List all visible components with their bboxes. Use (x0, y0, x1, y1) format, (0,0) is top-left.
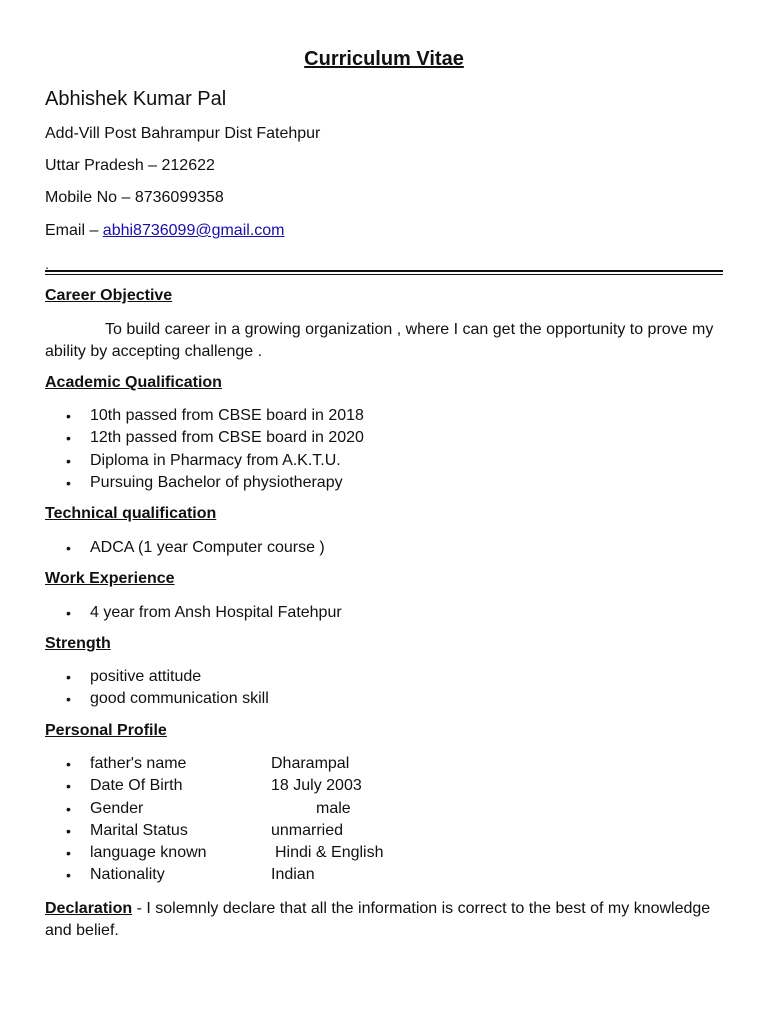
academic-item: 10th passed from CBSE board in 2018 (90, 407, 364, 424)
bullet-icon: • (66, 474, 71, 491)
profile-label: Date Of Birth (90, 777, 183, 795)
list-item (45, 405, 364, 427)
bullet-icon: • (66, 845, 71, 862)
bullet-icon: • (66, 691, 71, 708)
list-item (45, 450, 364, 472)
profile-row (45, 753, 350, 775)
bullet-icon: • (66, 756, 71, 772)
profile-row (45, 864, 315, 886)
academic-heading: Academic Qualification (45, 374, 222, 391)
strength-item: good communication skill (90, 690, 269, 708)
double-rule-top (45, 270, 723, 272)
personal-profile-heading: Personal Profile (45, 722, 167, 739)
double-rule-bottom (45, 274, 723, 275)
address-line-2: Uttar Pradesh – 212622 (45, 157, 215, 174)
profile-row (45, 820, 344, 842)
email-label: Email – (45, 222, 103, 239)
profile-value: 18 July 2003 (271, 777, 362, 795)
email-link[interactable]: abhi8736099@gmail.com (102, 222, 285, 239)
academic-item: 12th passed from CBSE board in 2020 (90, 429, 364, 447)
technical-heading: Technical qualification (45, 505, 217, 522)
document-title-text: Curriculum Vitae (304, 48, 464, 70)
bullet-icon: • (66, 867, 71, 884)
bullet-icon: • (66, 408, 71, 424)
profile-value: Indian (271, 866, 315, 884)
strength-list (45, 666, 269, 711)
academic-item: Diploma in Pharmacy from A.K.T.U. (90, 451, 341, 469)
bullet-icon: • (66, 778, 71, 795)
list-item (45, 537, 325, 559)
bullet-icon: • (66, 800, 71, 817)
technical-list (45, 537, 325, 559)
address-line-1: Add-Vill Post Bahrampur Dist Fatehpur (45, 125, 321, 142)
bullet-icon: • (66, 669, 71, 685)
bullet-icon: • (66, 452, 71, 469)
profile-value: Dharampal (271, 755, 350, 772)
profile-label: father's name (90, 755, 187, 772)
profile-value: unmarried (271, 821, 344, 839)
career-objective-heading: Career Objective (45, 287, 173, 304)
list-item (45, 472, 364, 494)
email-line (45, 222, 284, 240)
bullet-icon: • (66, 430, 71, 447)
document-title (0, 48, 768, 71)
list-item (45, 688, 269, 710)
mobile-number: Mobile No – 8736099358 (45, 189, 224, 206)
work-heading: Work Experience (45, 570, 175, 587)
profile-row (45, 842, 384, 864)
declaration-label: Declaration (45, 900, 133, 917)
bullet-icon: • (66, 540, 71, 556)
list-item (45, 666, 269, 688)
profile-label: Nationality (90, 866, 165, 884)
list-item (45, 427, 364, 449)
academic-list (45, 405, 364, 494)
profile-value: male (316, 799, 351, 817)
profile-label: Gender (90, 799, 144, 817)
technical-item: ADCA (1 year Computer course ) (90, 539, 325, 556)
bullet-icon: • (66, 605, 71, 621)
bullet-icon: • (66, 822, 71, 839)
profile-row (45, 775, 362, 797)
strength-item: positive attitude (90, 668, 202, 685)
profile-label: language known (90, 844, 207, 862)
career-objective-text: To build career in a growing organization , where I can get the opportunity to prove my ability by accepting challenge . (45, 321, 714, 360)
list-item (45, 602, 342, 624)
profile-label: Marital Status (90, 821, 188, 839)
work-list (45, 602, 342, 624)
profile-row (45, 798, 351, 820)
personal-profile-list (45, 753, 384, 887)
work-item: 4 year from Ansh Hospital Fatehpur (90, 604, 342, 621)
declaration-text: - I solemnly declare that all the information is correct to the best of my knowledge and belief. (45, 900, 711, 939)
declaration (45, 898, 725, 942)
separator-dot: . (45, 256, 49, 272)
profile-value: Hindi & English (275, 844, 384, 862)
candidate-name: Abhishek Kumar Pal (45, 88, 227, 110)
strength-heading: Strength (45, 635, 111, 652)
academic-item: Pursuing Bachelor of physiotherapy (90, 473, 343, 491)
